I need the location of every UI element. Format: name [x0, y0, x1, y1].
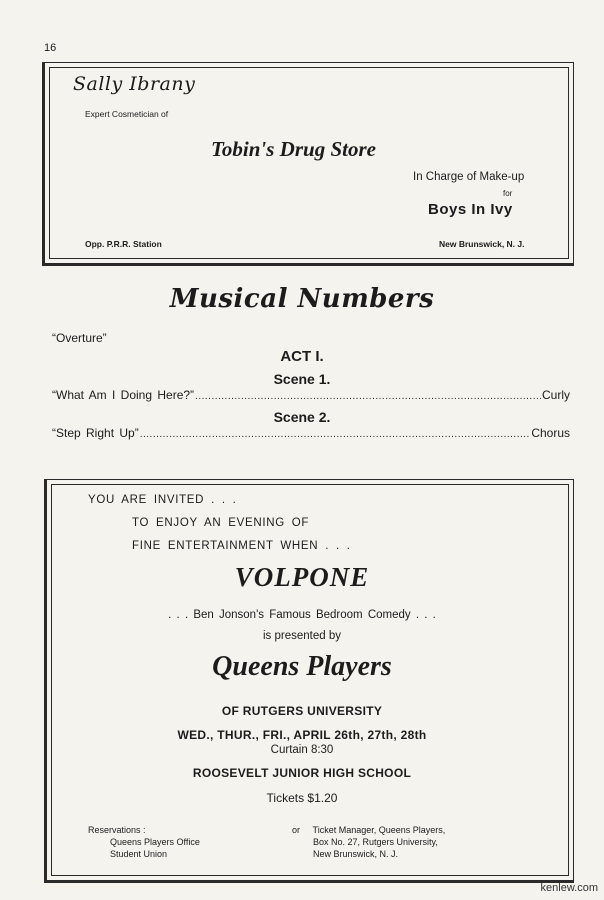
box-number: Box No. 27, Rutgers University,: [313, 837, 438, 847]
university-name: OF RUTGERS UNIVERSITY: [221, 704, 383, 718]
invite-line-3: FINE ENTERTAINMENT WHEN . . .: [132, 540, 351, 552]
musical-numbers-title: Musical Numbers: [169, 284, 435, 314]
play-description: . . . Ben Jonson's Famous Bedroom Comedy . . .: [168, 609, 436, 621]
scene-2-heading: Scene 2.: [273, 409, 331, 425]
play-title: VOLPONE: [234, 562, 370, 592]
curtain-time: Curtain 8:30: [270, 744, 334, 756]
venue: ROOSEVELT JUNIOR HIGH SCHOOL: [192, 766, 412, 780]
song-title: “Step Right Up”: [52, 426, 139, 440]
watermark: kenlew.com: [540, 882, 598, 894]
cosmetician-ad: [42, 62, 574, 266]
dot-leader: [195, 391, 541, 402]
ticket-manager: Ticket Manager, Queens Players,: [312, 825, 446, 835]
overture: “Overture”: [52, 331, 107, 345]
dot-leader: [140, 429, 531, 440]
reservations-label: Reservations :: [88, 825, 146, 835]
song-performer: Chorus: [531, 426, 570, 440]
location-left: Opp. P.R.R. Station: [85, 239, 162, 249]
company-name: Queens Players: [212, 651, 392, 682]
cosmetician-name: Sally Ibrany: [73, 73, 196, 95]
show-name: Boys In Ivy: [428, 201, 513, 218]
song-performer: Curly: [541, 388, 570, 402]
cosmetician-ad-inner-border: [49, 67, 569, 259]
or-word: or: [292, 825, 301, 835]
song-row: [52, 388, 570, 402]
makeup-charge: In Charge of Make-up: [413, 171, 525, 183]
store-name: Tobin's Drug Store: [211, 137, 376, 161]
scene-1-heading: Scene 1.: [273, 371, 331, 387]
performance-dates: WED., THUR., FRI., APRIL 26th, 27th, 28th: [177, 728, 427, 742]
reservations-right: [292, 824, 445, 860]
song-row: [52, 426, 570, 440]
act-heading: ACT I.: [280, 348, 324, 365]
reservation-office: Queens Players Office: [110, 837, 200, 847]
song-title: “What Am I Doing Here?”: [52, 388, 195, 402]
for-word: for: [503, 189, 513, 198]
invite-line-2: TO ENJOY AN EVENING OF: [132, 517, 310, 529]
invite-line-1: YOU ARE INVITED . . .: [88, 494, 237, 506]
city: New Brunswick, N. J.: [313, 849, 399, 859]
reservation-location: Student Union: [110, 849, 168, 859]
cosmetician-title: Expert Cosmetician of: [85, 109, 169, 119]
location-right: New Brunswick, N. J.: [439, 239, 525, 249]
page-number: 16: [44, 42, 57, 54]
ticket-price: Tickets $1.20: [266, 791, 338, 805]
reservations-left: [88, 824, 200, 860]
presented-by: is presented by: [263, 630, 341, 642]
